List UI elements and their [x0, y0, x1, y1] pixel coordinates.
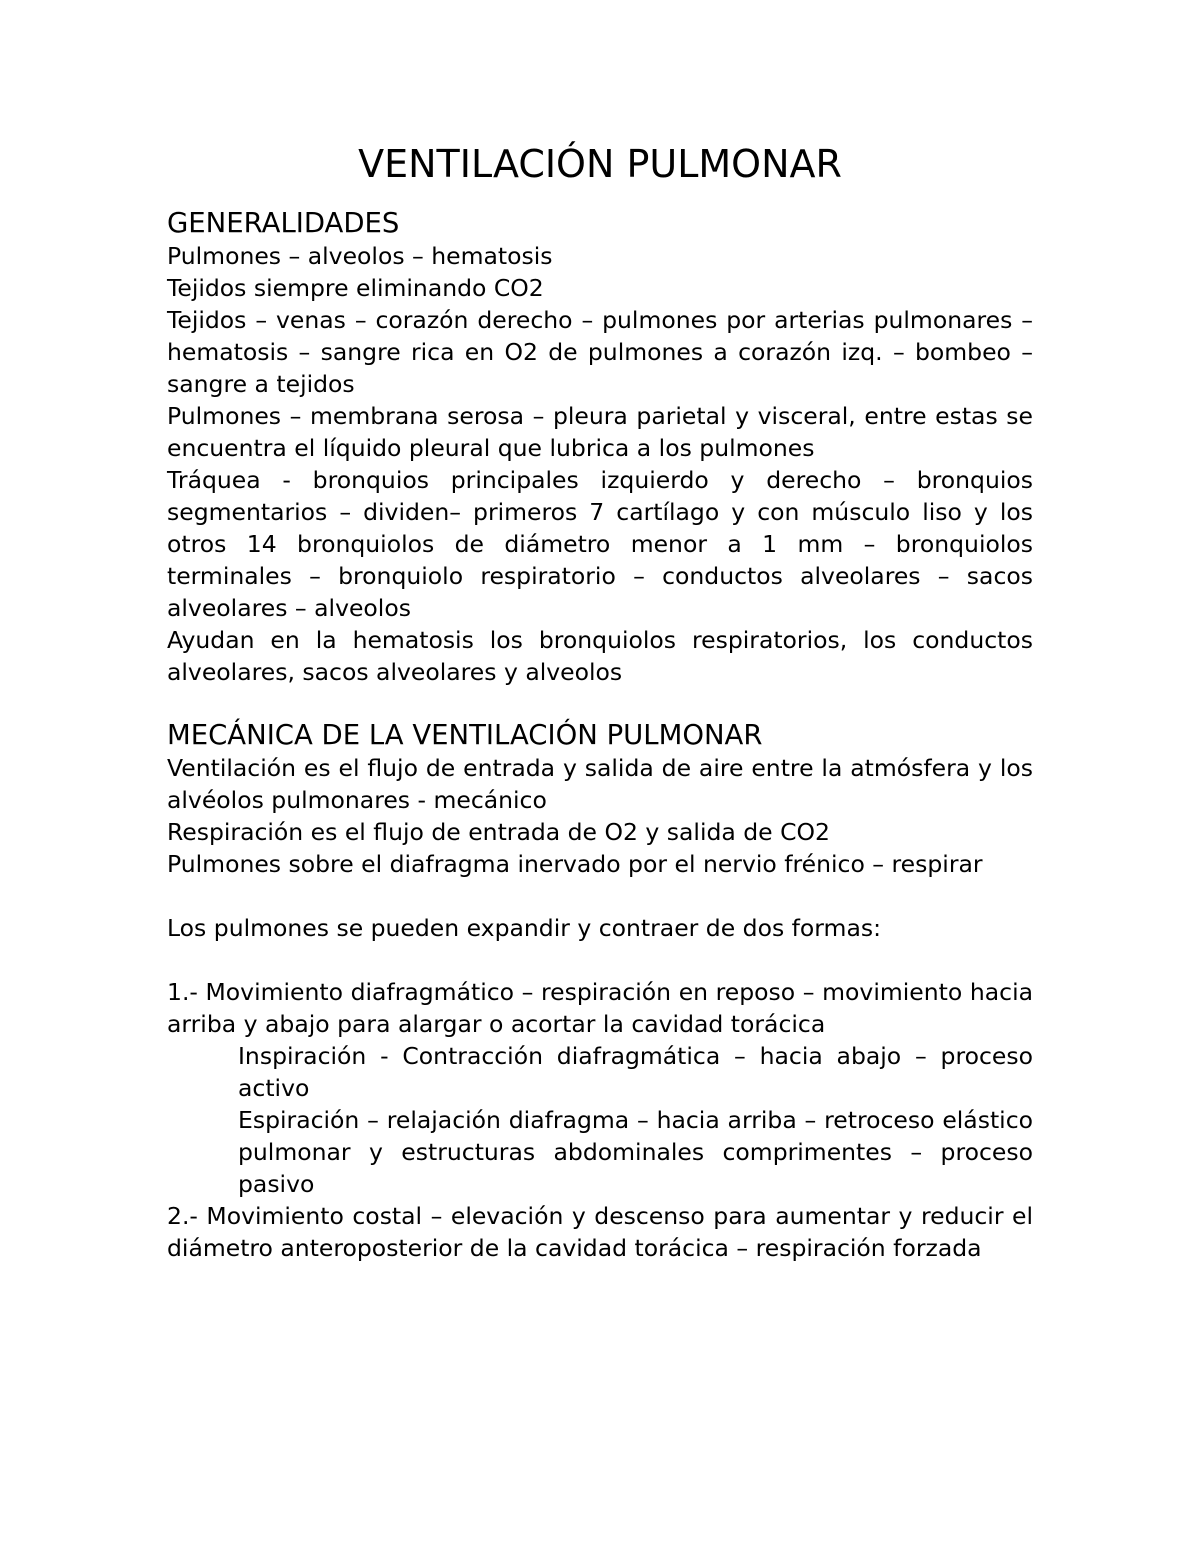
list-item-costal: 2.- Movimiento costal – elevación y descenso para aumentar y reducir el diámetro anteroposterior de la cavidad torácica – respiración forzada — [167, 1202, 1033, 1262]
section-mecanica — [167, 718, 1033, 1264]
section-heading: GENERALIDADES — [167, 207, 400, 239]
paragraph: Tráquea - bronquios principales izquierdo y derecho – bronquios segmentarios – dividen– primeros 7 cartílago y con músculo liso y los otros 14 bronquiolos de diámetro menor a 1 mm – bronquiolos terminales – bronquiolo respiratorio – conductos alveolares – sacos alveolares – alveolos — [167, 466, 1033, 622]
document-title: VENTILACIÓN PULMONAR — [358, 142, 842, 186]
list-item-diaphragmatic: 1.- Movimiento diafragmático – respiración en reposo – movimiento hacia arriba y abajo para alargar o acortar la cavidad torácica — [167, 978, 1033, 1038]
sub-item-expiration: Espiración – relajación diafragma – hacia arriba – retroceso elástico pulmonar y estructuras abdominales comprimentes – proceso pasivo — [238, 1106, 1033, 1198]
paragraph: Tejidos siempre eliminando CO2 — [167, 274, 544, 302]
section-heading: MECÁNICA DE LA VENTILACIÓN PULMONAR — [167, 719, 763, 751]
section-generalidades — [167, 206, 1033, 688]
document-page — [167, 138, 1033, 1264]
paragraph: Ayudan en la hematosis los bronquiolos respiratorios, los conductos alveolares, sacos alveolares y alveolos — [167, 626, 1033, 686]
paragraph: Pulmones sobre el diafragma inervado por el nervio frénico – respirar — [167, 850, 983, 878]
paragraph: Los pulmones se pueden expandir y contraer de dos formas: — [167, 914, 882, 942]
paragraph: Pulmones – alveolos – hematosis — [167, 242, 553, 270]
paragraph: Respiración es el flujo de entrada de O2 y salida de CO2 — [167, 818, 830, 846]
paragraph: Pulmones – membrana serosa – pleura parietal y visceral, entre estas se encuentra el líquido pleural que lubrica a los pulmones — [167, 402, 1033, 462]
sub-item-inspiration: Inspiración - Contracción diafragmática – hacia abajo – proceso activo — [238, 1042, 1033, 1102]
paragraph: Tejidos – venas – corazón derecho – pulmones por arterias pulmonares – hematosis – sangre rica en O2 de pulmones a corazón izq. – bombeo – sangre a tejidos — [167, 306, 1033, 398]
paragraph: Ventilación es el flujo de entrada y salida de aire entre la atmósfera y los alvéolos pulmonares - mecánico — [167, 754, 1033, 814]
